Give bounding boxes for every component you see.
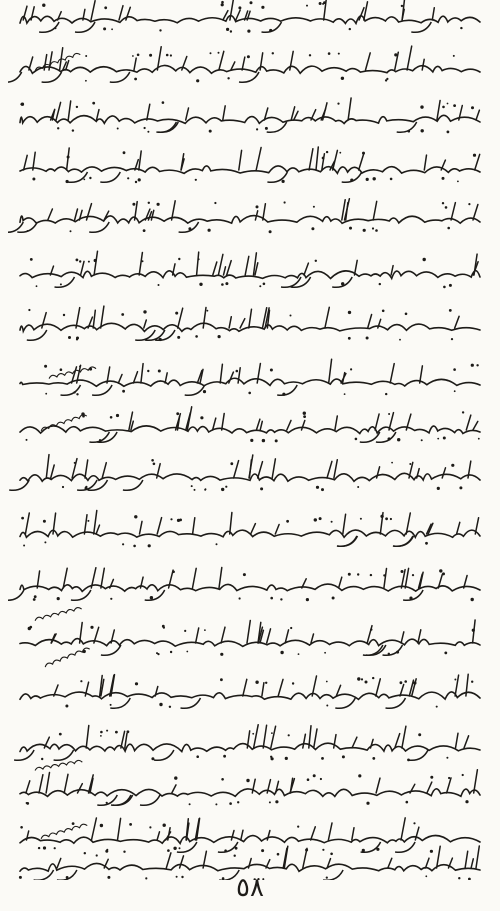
manuscript-line bbox=[20, 98, 480, 133]
handwriting-canvas bbox=[8, 0, 492, 880]
manuscript-line bbox=[20, 620, 480, 656]
manuscript-line bbox=[20, 147, 480, 183]
manuscript-line bbox=[20, 770, 480, 806]
manuscript-line bbox=[8, 568, 480, 602]
manuscript-line bbox=[20, 306, 480, 341]
manuscript-line bbox=[8, 199, 480, 234]
handwritten-text-block bbox=[8, 0, 492, 880]
manuscript-line bbox=[14, 725, 480, 762]
manuscript-line bbox=[20, 251, 480, 288]
folio-number: ٥٨ bbox=[236, 873, 264, 903]
marginal-note bbox=[49, 366, 96, 378]
marginal-note bbox=[44, 647, 89, 667]
manuscript-line bbox=[9, 455, 480, 492]
manuscript-line bbox=[20, 407, 480, 443]
manuscript-line bbox=[20, 511, 480, 548]
marginal-note bbox=[40, 823, 87, 839]
marginal-note bbox=[34, 607, 81, 621]
manuscript-line bbox=[20, 0, 480, 33]
marginal-note bbox=[35, 760, 83, 771]
manuscript-line bbox=[20, 674, 480, 708]
manuscript-line bbox=[8, 46, 480, 82]
manuscript-line bbox=[20, 818, 480, 853]
manuscript-line bbox=[20, 359, 480, 396]
